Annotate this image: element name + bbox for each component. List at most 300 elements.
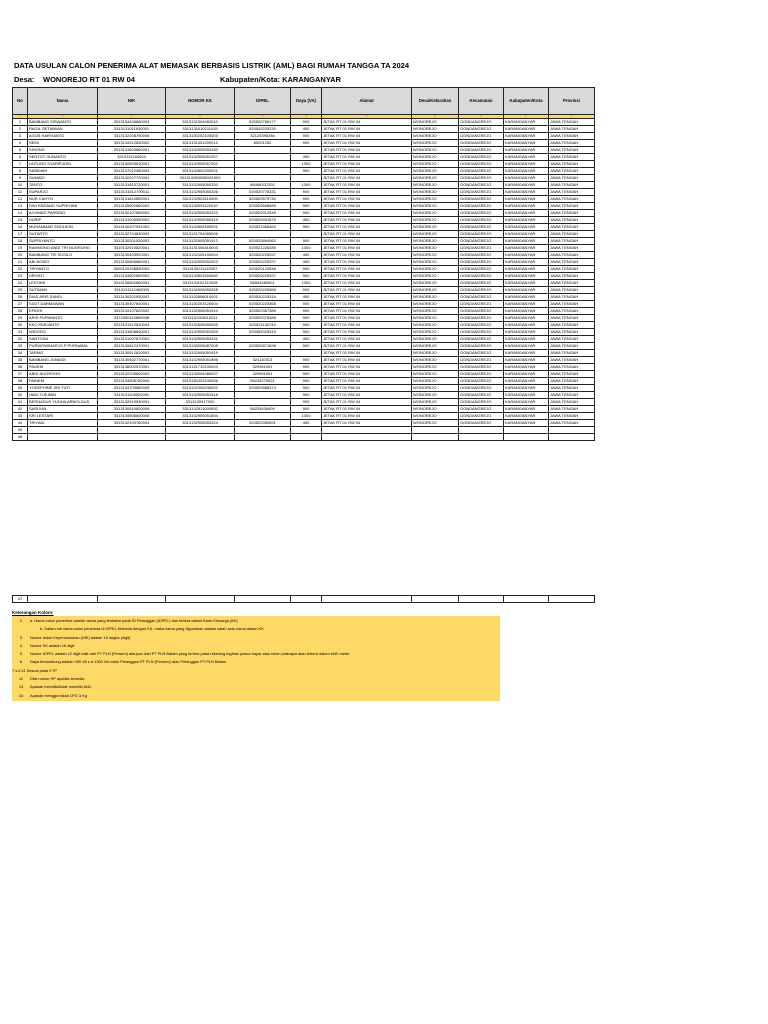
table-cell: 3313130211110007 (166, 266, 235, 273)
column-header[interactable]: NOMOR KK (166, 88, 235, 115)
table-cell: SUTARTO (28, 231, 98, 238)
filter-dropdown-icon[interactable]: ▾ (166, 115, 235, 119)
table-cell: GONDANGREJO (459, 343, 504, 350)
table-cell: JETAK RT 01 RW 04 (322, 189, 412, 196)
table-cell: WONOREJO (412, 378, 459, 385)
note-number: 3 (19, 634, 23, 640)
table-cell: GONDANGREJO (459, 280, 504, 287)
table-cell (235, 413, 291, 420)
column-header[interactable]: Kecamatan (459, 88, 504, 115)
table-cell (549, 427, 595, 434)
table-cell: 2 (13, 126, 28, 133)
table-cell: 3313132208790006 (98, 133, 166, 140)
table-cell: WONOREJO (412, 126, 459, 133)
table-cell: 3313132905050326 (166, 189, 235, 196)
table-cell: GONDANGREJO (459, 378, 504, 385)
table-cell: 42 (13, 406, 28, 413)
table-cell: 40 (13, 392, 28, 399)
table-cell: 3313130403240006 (166, 378, 235, 385)
table-cell: 3313131005550002 (98, 217, 166, 224)
table-cell: WONOREJO (412, 294, 459, 301)
table-cell: AGUS HARIYANTO (28, 133, 98, 140)
table-cell: 3313132606010001 (166, 294, 235, 301)
table-cell: 3313131704085006 (166, 231, 235, 238)
table-cell (98, 434, 166, 441)
table-cell: SRI LESTARI (28, 413, 98, 420)
table-cell: JETAK RT 01 RW 04 (322, 140, 412, 147)
table-cell: GONDANGREJO (459, 245, 504, 252)
table-cell: 18 (13, 238, 28, 245)
table-cell: 3313130107650002 (98, 210, 166, 217)
table-cell: JAWA TENGAH (549, 322, 595, 329)
table-cell (166, 434, 235, 441)
table-cell: JETAK RT 01 RW 04 (322, 245, 412, 252)
table-cell (549, 596, 595, 603)
table-cell: SUPRIYANTO (28, 238, 98, 245)
table-cell (235, 231, 291, 238)
table-cell: 35 (13, 357, 28, 364)
table-cell: GONDANGREJO (459, 336, 504, 343)
column-header[interactable]: No (13, 88, 28, 115)
notes-box (12, 616, 500, 701)
table-cell: 32125396286 (235, 133, 291, 140)
note-item (12, 650, 500, 658)
table-cell: SENTOT GUNANTO (28, 154, 98, 161)
table-cell: GONDANGREJO (459, 154, 504, 161)
table-cell: 900 (291, 238, 322, 245)
table-cell: 3313132905050324 (166, 420, 235, 427)
table-cell: GONDANGREJO (459, 420, 504, 427)
table-cell: 900 (291, 322, 322, 329)
table-cell: 520521226289 (235, 245, 291, 252)
table-cell: GONDANGREJO (459, 126, 504, 133)
table-cell: JAWA TENGAH (549, 147, 595, 154)
table-cell: 3313130407840001 (98, 301, 166, 308)
table-cell: WONOREJO (412, 385, 459, 392)
table-cell: KARANGANYAR (504, 350, 549, 357)
table-cell: JETAK RT 01 RW 04 (322, 231, 412, 238)
table-row (13, 231, 595, 238)
table-cell: JAWA TENGAH (549, 420, 595, 427)
table-cell: WONOREJO (412, 371, 459, 378)
table-cell: JETAK RT 01 RW 04 (322, 406, 412, 413)
table-cell: SEMI (28, 140, 98, 147)
table-cell: 3313130512610003 (98, 350, 166, 357)
table-cell: JETAK RT 01 RW 04 (322, 161, 412, 168)
table-cell: JAWA TENGAH (549, 133, 595, 140)
note-item (12, 658, 500, 666)
table-cell: KARANGANYAR (504, 294, 549, 301)
table-cell: 900 (291, 266, 322, 273)
table-cell (28, 427, 98, 434)
table-cell: 3313131512810003 (98, 322, 166, 329)
notes-title: Keterangan Kolom: (12, 610, 54, 615)
table-cell: WIDODO (28, 329, 98, 336)
table-cell: JAWA TENGAH (549, 196, 595, 203)
table-cell: 3313134312630002 (98, 140, 166, 147)
table-cell: 900 (291, 364, 322, 371)
table-cell: 520520668589 (235, 203, 291, 210)
table-cell: JETAK RT 01 RW 04 (322, 119, 412, 126)
table-row (13, 434, 595, 441)
table-cell: 900 (291, 385, 322, 392)
table-cell: UNTUNG SYARIFUDIN (28, 161, 98, 168)
table-row (13, 336, 595, 343)
table-cell: 56504280001 (235, 280, 291, 287)
table-cell: 23 (13, 273, 28, 280)
table-cell: GONDANGREJO (459, 147, 504, 154)
table-cell: 3313130201530003 (98, 238, 166, 245)
table-cell: 450 (291, 259, 322, 266)
filter-dropdown-icon[interactable]: ▾ (412, 115, 459, 119)
table-cell: KARANGANYAR (504, 224, 549, 231)
table-cell: 3313131401200012 (166, 140, 235, 147)
table-cell: 89201252 (235, 140, 291, 147)
table-row (13, 371, 595, 378)
table-cell: 3313130202100003 (166, 133, 235, 140)
table-cell: KARANGANYAR (504, 420, 549, 427)
table-cell: WONOREJO (412, 322, 459, 329)
table-cell: KARANGANYAR (504, 343, 549, 350)
table-cell: 3313132905057902 (166, 161, 235, 168)
table-cell: JAWA TENGAH (549, 203, 595, 210)
table-cell: WONOREJO (412, 203, 459, 210)
table-cell (412, 434, 459, 441)
table-cell: SUPARJO (28, 189, 98, 196)
table-cell: 3313132905051907 (166, 154, 235, 161)
table-cell: 3313132905050331 (166, 336, 235, 343)
table-cell: 14 (13, 210, 28, 217)
table-cell: 3313140107091002 (98, 224, 166, 231)
table-cell: JETAK RT 01 RW 04 (322, 315, 412, 322)
table-cell: 12 (13, 196, 28, 203)
table-cell: NUR CAHYO (28, 196, 98, 203)
table-cell: 3313134709580005 (98, 385, 166, 392)
table-cell: JETAK RT 01 RW 04 (322, 357, 412, 364)
table-cell: TANTO (28, 182, 98, 189)
table-cell: BAMBANG TRI SUSILO (28, 252, 98, 259)
table-cell (412, 596, 459, 603)
table-cell: JETAK RT 01 RW 04 (322, 420, 412, 427)
filter-dropdown-icon[interactable]: ▾ (459, 115, 504, 119)
table-cell: SUTIMAN (28, 287, 98, 294)
note-text: Nomor IDPEL adalah 12 digit baik dari PT PLN (Persero) ataupun dari PT PLN Batam yang tertera pada rekening tagihan pasca bayar atau token prabayar atau tertera dalam kWh meter (30, 651, 350, 657)
table-cell: JAWA TENGAH (549, 140, 595, 147)
table-row (13, 329, 595, 336)
table-cell: TARMO (28, 350, 98, 357)
table-cell: SARIMAH (28, 168, 98, 175)
note-text: Diisi nomor HP apabila tersedia (30, 676, 85, 682)
table-cell: 3313132903110009 (166, 196, 235, 203)
table-row (13, 175, 595, 182)
desa-value: WONOREJO RT 01 RW 04 (43, 75, 135, 84)
column-header[interactable]: Desa/Kelurahan (412, 88, 459, 115)
table-cell: PURWOWINARJO P PURNAMA (28, 343, 98, 350)
table-cell: JAWA TENGAH (549, 364, 595, 371)
table-cell: KARANGANYAR (504, 364, 549, 371)
table-cell: PAIJEM (28, 364, 98, 371)
table-cell: 1300 (291, 182, 322, 189)
table-cell: JETAK RT 01 RW 04 (322, 392, 412, 399)
column-header[interactable]: Provinsi (549, 88, 595, 115)
table-cell: 6 (13, 154, 28, 161)
table-cell: JETAK RT 01 RW 04 (322, 294, 412, 301)
table-cell: 3313134406680003 (98, 119, 166, 126)
table-cell: WONOREJO (412, 406, 459, 413)
table-cell: JAWA TENGAH (549, 371, 595, 378)
column-header[interactable]: NIK (98, 88, 166, 115)
table-cell: 3313132905051918 (166, 392, 235, 399)
column-header[interactable]: Kabupaten/Kota (504, 88, 549, 115)
table-cell: 900 (291, 133, 322, 140)
table-cell: KARANGANYAR (504, 259, 549, 266)
table-cell: 520520888374 (235, 385, 291, 392)
table-cell: JAWA TENGAH (549, 301, 595, 308)
table-cell: 33 (13, 343, 28, 350)
table-cell: 21 (13, 259, 28, 266)
table-cell: JAWA TENGAH (549, 406, 595, 413)
column-header[interactable]: Alamat (322, 88, 412, 115)
table-cell: MUHAMMAD SHOLIKIN (28, 224, 98, 231)
filter-dropdown-icon[interactable]: ▾ (98, 115, 166, 119)
note-item (12, 642, 500, 650)
table-cell: 520520451875 (235, 217, 291, 224)
kabupaten-label: Kabupaten/Kota: KARANGANYAR (220, 75, 341, 84)
table-cell: 56225435409 (235, 406, 291, 413)
table-cell: KARANGANYAR (504, 336, 549, 343)
table-cell: 3313135902660002 (98, 203, 166, 210)
recipient-table (12, 87, 595, 441)
table-cell: 46 (13, 434, 28, 441)
table-cell: JETAK RT 01 RW 04 (322, 252, 412, 259)
table-cell: 19 (13, 245, 28, 252)
table-row (13, 280, 595, 287)
table-cell: 3313130403920001 (98, 252, 166, 259)
table-cell (459, 434, 504, 441)
table-cell: TRIYADI (28, 420, 98, 427)
table-cell: GONDANGREJO (459, 413, 504, 420)
table-cell: JAWA TENGAH (549, 161, 595, 168)
table-cell: 34 (13, 350, 28, 357)
table-cell: 3313132304082010 (166, 119, 235, 126)
filter-dropdown-icon[interactable]: ▾ (28, 115, 98, 119)
table-cell: KARANGANYAR (504, 210, 549, 217)
table-cell: 3313132905050330 (166, 147, 235, 154)
table-cell: 520520912545 (235, 210, 291, 217)
table-cell: KARANGANYAR (504, 357, 549, 364)
table-cell: GONDANGREJO (459, 140, 504, 147)
table-cell (504, 427, 549, 434)
table-cell (235, 154, 291, 161)
table-cell: 3313130402770001 (98, 357, 166, 364)
column-header[interactable]: Nama (28, 88, 98, 115)
table-row (13, 378, 595, 385)
table-row (13, 217, 595, 224)
table-cell: 56234279921 (235, 378, 291, 385)
column-header[interactable]: Daya (VA) (291, 88, 322, 115)
table-row (13, 301, 595, 308)
table-cell: 3313134506600008 (98, 413, 166, 420)
filter-dropdown-icon[interactable]: ▾ (504, 115, 549, 119)
table-cell: WONOREJO (412, 308, 459, 315)
table-row (13, 161, 595, 168)
table-cell: 900 (291, 371, 322, 378)
table-cell: 3313131102110028 (166, 280, 235, 287)
table-cell: LESTARI (28, 280, 98, 287)
table-row (13, 392, 595, 399)
table-cell: 520520225297 (235, 259, 291, 266)
table-cell: JAWA TENGAH (549, 182, 595, 189)
table-cell: 7 (13, 161, 28, 168)
table-cell: GONDANGREJO (459, 161, 504, 168)
table-cell: JETAK RT 01 RW 04 (322, 273, 412, 280)
table-cell: WONOREJO (412, 189, 459, 196)
table-cell: JETAK RT 01 RW 04 (322, 385, 412, 392)
table-cell: 900 (291, 315, 322, 322)
table-cell (235, 147, 291, 154)
note-text: Apakah menggunakan LPG 3 Kg (30, 692, 87, 698)
table-cell: WONOREJO (412, 336, 459, 343)
table-cell: 3313131808640001 (98, 329, 166, 336)
table-cell: SIGIT DARMAWAN (28, 301, 98, 308)
table-row (13, 406, 595, 413)
table-cell: WONOREJO (412, 252, 459, 259)
table-cell: 3313130510820006 (98, 406, 166, 413)
table-cell (291, 175, 322, 182)
table-cell: 520521140744 (235, 322, 291, 329)
table-cell: KARANGANYAR (504, 238, 549, 245)
table-cell: GONDANGREJO (459, 301, 504, 308)
table-cell: 36 (13, 364, 28, 371)
table-cell: JETAK RT 01 RW 04 (322, 280, 412, 287)
table-cell: JETAK RT 01 RW 04 (322, 175, 412, 182)
table-cell: 900 (291, 203, 322, 210)
note-number: 5 (19, 651, 23, 657)
table-cell: 3313132905050323 (166, 210, 235, 217)
table-row (13, 189, 595, 196)
table-cell: KARANGANYAR (504, 392, 549, 399)
table-cell: GONDANGREJO (459, 182, 504, 189)
table-cell: GONDANGREJO (459, 399, 504, 406)
table-cell: 3313132511090002 (166, 406, 235, 413)
table-cell: KARANGANYAR (504, 245, 549, 252)
table-cell: 86068337202 (235, 182, 291, 189)
table-cell: JAWA TENGAH (549, 119, 595, 126)
filter-dropdown-icon[interactable]: ▾ (291, 115, 322, 119)
table-cell: JETAK RT 01 RW 04 (322, 168, 412, 175)
table-cell: 900 (291, 301, 322, 308)
table-cell: DIAS ARIS SANDI (28, 294, 98, 301)
table-cell: 3313137012450003 (98, 168, 166, 175)
table-cell: GONDANGREJO (459, 217, 504, 224)
table-cell: KARANGANYAR (504, 217, 549, 224)
desa-label: Desa: (14, 75, 35, 84)
table-cell: 3313132905050G1903 (166, 175, 235, 182)
table-cell: 520520375486 (235, 315, 291, 322)
table-cell: 3313136002570001 (98, 364, 166, 371)
table-cell: 22 (13, 266, 28, 273)
table-cell: JAWA TENGAH (549, 224, 595, 231)
filter-dropdown-icon[interactable]: ▾ (549, 115, 595, 119)
table-cell: 25 (13, 287, 28, 294)
table-cell (322, 434, 412, 441)
table-cell: WONOREJO (412, 168, 459, 175)
table-cell: JAWA TENGAH (549, 231, 595, 238)
table-cell: KARANGANYAR (504, 315, 549, 322)
table-cell: JAWA TENGAH (549, 308, 595, 315)
table-cell: 3313132905050319 (166, 217, 235, 224)
table-row (13, 259, 595, 266)
table-cell: JETAK RT 01 RW 04 (322, 224, 412, 231)
table-cell: JETAK RT 01 RW 04 (322, 329, 412, 336)
table-cell: KARANGANYAR (504, 154, 549, 161)
table-row (13, 126, 595, 133)
table-cell: KARANGANYAR (504, 322, 549, 329)
table-cell: WONOREJO (412, 266, 459, 273)
table-cell: 3313133005087008 (166, 343, 235, 350)
table-cell: GONDANGREJO (459, 350, 504, 357)
table-cell: 41 (13, 399, 28, 406)
table-cell: 47 (13, 596, 28, 603)
table-cell: HADI TUKIMIN (28, 392, 98, 399)
table-cell: EKO PARJANTO (28, 322, 98, 329)
table-cell: KARANGANYAR (504, 308, 549, 315)
table-cell: 3313130201930002 (98, 294, 166, 301)
table-cell: 3313130505610001 (98, 161, 166, 168)
table-cell: WONOREJO (412, 280, 459, 287)
table-cell: GONDANGREJO (459, 259, 504, 266)
note-text: a. Nama calon penerima adalah nama yang terdaftar pada ID Pelanggan (IDPEL) dan tertera dalam Kartu Keluarga (KK) (30, 618, 238, 623)
table-cell (166, 427, 235, 434)
note-number (12, 625, 40, 633)
table-cell: 3313131008110011 (166, 315, 235, 322)
table-cell: WONOREJO (412, 140, 459, 147)
table-row (13, 224, 595, 231)
table-cell: KARANGANYAR (504, 189, 549, 196)
table-cell: 11 (13, 189, 28, 196)
table-cell: JAWA TENGAH (549, 329, 595, 336)
table-cell (504, 434, 549, 441)
table-cell: WONOREJO (412, 133, 459, 140)
table-cell: GONDANGREJO (459, 189, 504, 196)
table-cell: JAWA TENGAH (549, 217, 595, 224)
table-cell: 30 (13, 322, 28, 329)
table-cell: JAWA TENGAH (549, 238, 595, 245)
table-cell: 520520894062 (235, 238, 291, 245)
table-cell: WONOREJO (412, 420, 459, 427)
table-row (13, 266, 595, 273)
table-cell: BAMBANG JUNAIDI (28, 357, 98, 364)
table-cell: 520520355591 (235, 420, 291, 427)
column-header[interactable]: IDPEL (235, 88, 291, 115)
filter-dropdown-icon[interactable]: ▾ (322, 115, 412, 119)
filter-dropdown-icon[interactable]: ▾ (13, 115, 28, 119)
table-row (13, 203, 595, 210)
table-cell: SANTOSA (28, 336, 98, 343)
table-cell (235, 399, 291, 406)
table-cell (235, 427, 291, 434)
table-cell: KARANGANYAR (504, 147, 549, 154)
filter-dropdown-icon[interactable]: ▾ (235, 115, 291, 119)
table-row (13, 238, 595, 245)
table-cell: 3313134506750006 (98, 378, 166, 385)
table-cell: JETAK RT 01 RW 04 (322, 336, 412, 343)
table-cell: WONOREJO (412, 224, 459, 231)
table-cell: 520520579730 (235, 196, 291, 203)
table-cell: 16 (13, 224, 28, 231)
table-cell: JETAK RT 01 RW 04 (322, 196, 412, 203)
table-cell (549, 434, 595, 441)
